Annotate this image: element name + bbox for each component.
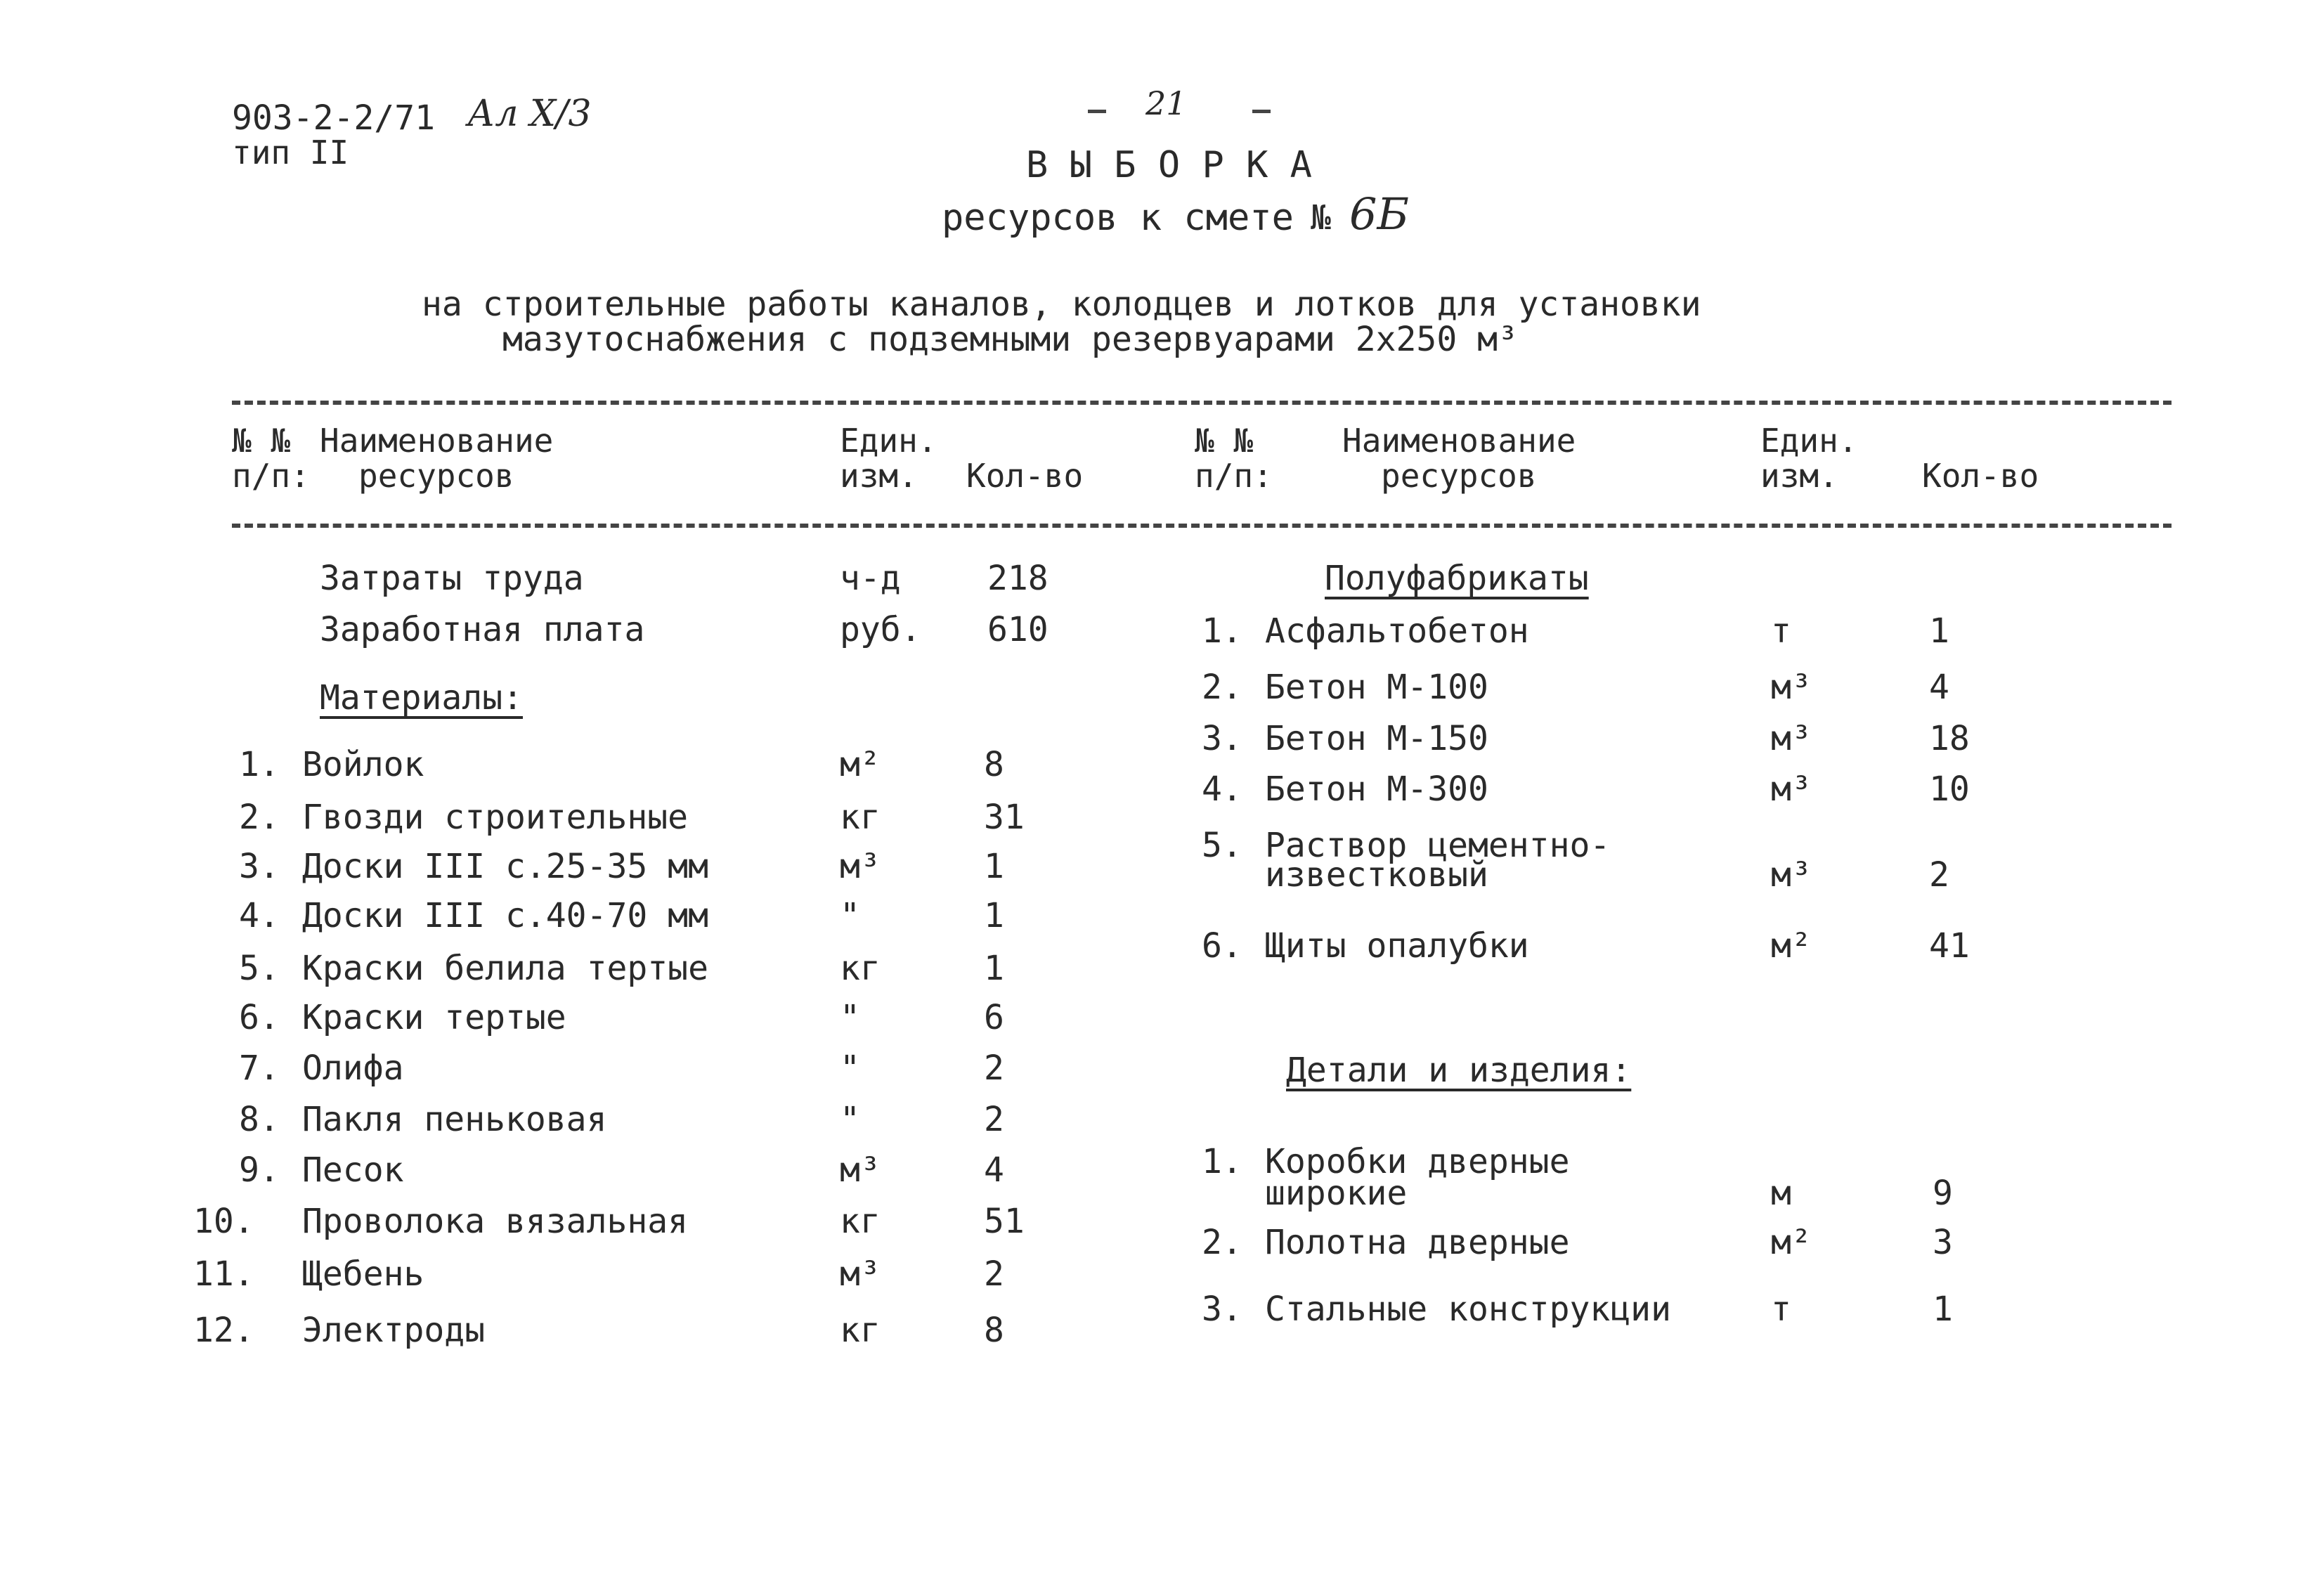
semi-row-number: 6. (1202, 926, 1242, 966)
right-unit-header-1: Един. (1760, 422, 1858, 460)
material-row-number: 10. (193, 1202, 254, 1241)
material-row-name: Войлок (302, 745, 424, 784)
left-name-header-2: ресурсов (358, 457, 514, 495)
material-row-name: Гвозди строительные (302, 798, 689, 837)
labor-unit: ч-д (840, 559, 901, 598)
material-row-name: Электроды (302, 1311, 486, 1350)
material-row-qty: 6 (984, 998, 1004, 1037)
detail-row-name: Полотна дверные (1265, 1223, 1570, 1262)
detail-row-qty: 1 (1933, 1290, 1953, 1329)
detail-row-unit: м² (1771, 1223, 1812, 1262)
right-qty-header: Кол-во (1922, 457, 2039, 495)
material-row-qty: 1 (984, 896, 1004, 935)
header-rule-bottom (232, 524, 2172, 528)
semi-row-name: Раствор цементно- (1265, 826, 1611, 865)
labor-name: Затраты труда (320, 559, 584, 598)
material-row-unit: м³ (840, 1150, 881, 1190)
left-name-header-1: Наименование (320, 422, 554, 460)
detail-row-number: 3. (1202, 1290, 1242, 1329)
semi-row-number: 1. (1202, 611, 1242, 651)
document-code-handwritten: Ал X/3 (467, 93, 592, 135)
estimate-number-label: № (1311, 198, 1331, 238)
material-row-unit: кг (840, 1202, 881, 1241)
material-row-unit: " (840, 1100, 860, 1139)
material-row-number: 6. (239, 998, 280, 1037)
semi-row-qty: 1 (1929, 611, 1949, 651)
semi-row-name: Асфальтобетон (1265, 611, 1529, 651)
semi-row-name: Бетон М-100 (1265, 668, 1488, 707)
materials-heading: Материалы: (320, 678, 523, 718)
page-subtitle: ресурсов к смете (942, 197, 1294, 239)
material-row-unit: м³ (840, 847, 881, 886)
right-name-header-1: Наименование (1342, 422, 1576, 460)
page-number: 21 (1145, 84, 1187, 122)
material-row-number: 5. (239, 949, 280, 988)
estimate-number: 6Б (1349, 188, 1410, 240)
material-row-name: Доски III с.40-70 мм (302, 896, 708, 935)
right-num-header-1: № № (1195, 422, 1254, 460)
page-number-dash-left (1088, 110, 1106, 113)
material-row-qty: 1 (984, 949, 1004, 988)
material-row-unit: кг (840, 1311, 881, 1350)
material-row-unit: м³ (840, 1254, 881, 1294)
material-row-number: 11. (193, 1254, 254, 1294)
details-heading: Детали и изделия: (1286, 1051, 1632, 1090)
labor-qty: 218 (987, 559, 1049, 598)
semi-row-qty: 41 (1929, 926, 1970, 966)
material-row-unit: " (840, 896, 860, 935)
detail-row-name: Коробки дверные (1265, 1142, 1570, 1181)
material-row-number: 9. (239, 1150, 280, 1190)
description-line-1: на строительные работы каналов, колодцев и лотков для установки (422, 285, 1701, 324)
detail-row-number: 1. (1202, 1142, 1242, 1181)
right-unit-header-2: изм. (1760, 457, 1838, 495)
left-num-header-2: п/п: (232, 457, 310, 495)
wage-name: Заработная плата (320, 610, 645, 649)
material-row-unit: " (840, 998, 860, 1037)
semi-row-qty: 18 (1929, 719, 1970, 758)
material-row-number: 7. (239, 1049, 280, 1088)
semi-row-unit: м³ (1771, 770, 1812, 809)
material-row-unit: " (840, 1049, 860, 1088)
material-row-qty: 31 (984, 798, 1025, 837)
material-row-qty: 2 (984, 1049, 1004, 1088)
detail-row-unit: м (1771, 1174, 1791, 1213)
material-row-qty: 8 (984, 745, 1004, 784)
semi-row-name: Щиты опалубки (1265, 926, 1529, 966)
detail-row-qty: 9 (1933, 1174, 1953, 1213)
detail-row-name-continued: широкие (1265, 1174, 1408, 1213)
material-row-unit: кг (840, 798, 881, 837)
detail-row-qty: 3 (1933, 1223, 1953, 1262)
left-unit-header-1: Един. (840, 422, 937, 460)
material-row-qty: 4 (984, 1150, 1004, 1190)
semi-row-qty: 10 (1929, 770, 1970, 809)
detail-row-number: 2. (1202, 1223, 1242, 1262)
semi-row-qty: 4 (1929, 668, 1949, 707)
material-row-name: Песок (302, 1150, 404, 1190)
material-row-number: 3. (239, 847, 280, 886)
semi-row-number: 2. (1202, 668, 1242, 707)
wage-unit: руб. (840, 610, 921, 649)
semi-row-number: 4. (1202, 770, 1242, 809)
semi-row-name: Бетон М-150 (1265, 719, 1488, 758)
material-row-name: Щебень (302, 1254, 424, 1294)
left-unit-header-2: изм. (840, 457, 918, 495)
header-rule-top (232, 401, 2172, 405)
wage-qty: 610 (987, 610, 1049, 649)
semi-row-number: 3. (1202, 719, 1242, 758)
material-row-name: Олифа (302, 1049, 404, 1088)
material-row-qty: 2 (984, 1254, 1004, 1294)
semi-row-unit: м³ (1771, 719, 1812, 758)
right-name-header-2: ресурсов (1381, 457, 1537, 495)
material-row-name: Доски III с.25-35 мм (302, 847, 708, 886)
type-label: тип II (232, 134, 349, 171)
semi-row-name: Бетон М-300 (1265, 770, 1488, 809)
semi-row-unit: т (1771, 611, 1791, 651)
semi-row-unit: м³ (1771, 855, 1812, 895)
semi-row-qty: 2 (1929, 855, 1949, 895)
semi-row-unit: м² (1771, 926, 1812, 966)
document-code: 903-2-2/71 (232, 98, 435, 138)
semi-row-unit: м³ (1771, 668, 1812, 707)
left-qty-header: Кол-во (966, 457, 1084, 495)
material-row-name: Пакля пеньковая (302, 1100, 607, 1139)
material-row-qty: 51 (984, 1202, 1025, 1241)
material-row-number: 1. (239, 745, 280, 784)
material-row-number: 12. (193, 1311, 254, 1350)
detail-row-name: Стальные конструкции (1265, 1290, 1671, 1329)
material-row-number: 2. (239, 798, 280, 837)
semi-row-name-continued: известковый (1265, 855, 1488, 895)
semi-row-number: 5. (1202, 826, 1242, 865)
material-row-number: 4. (239, 896, 280, 935)
detail-row-unit: т (1771, 1290, 1791, 1329)
material-row-number: 8. (239, 1100, 280, 1139)
left-num-header-1: № № (232, 422, 291, 460)
description-line-2: мазутоснабжения с подземными резервуарами 2х250 м³ (502, 320, 1518, 359)
material-row-name: Проволока вязальная (302, 1202, 689, 1241)
right-num-header-2: п/п: (1195, 457, 1273, 495)
material-row-unit: м² (840, 745, 881, 784)
material-row-name: Краски тертые (302, 998, 566, 1037)
material-row-qty: 8 (984, 1311, 1004, 1350)
page-title: В Ы Б О Р К А (1026, 144, 1312, 186)
semi-heading: Полуфабрикаты (1325, 559, 1589, 598)
material-row-name: Краски белила тертые (302, 949, 708, 988)
page-number-dash-right (1252, 110, 1271, 113)
material-row-qty: 1 (984, 847, 1004, 886)
material-row-unit: кг (840, 949, 881, 988)
material-row-qty: 2 (984, 1100, 1004, 1139)
